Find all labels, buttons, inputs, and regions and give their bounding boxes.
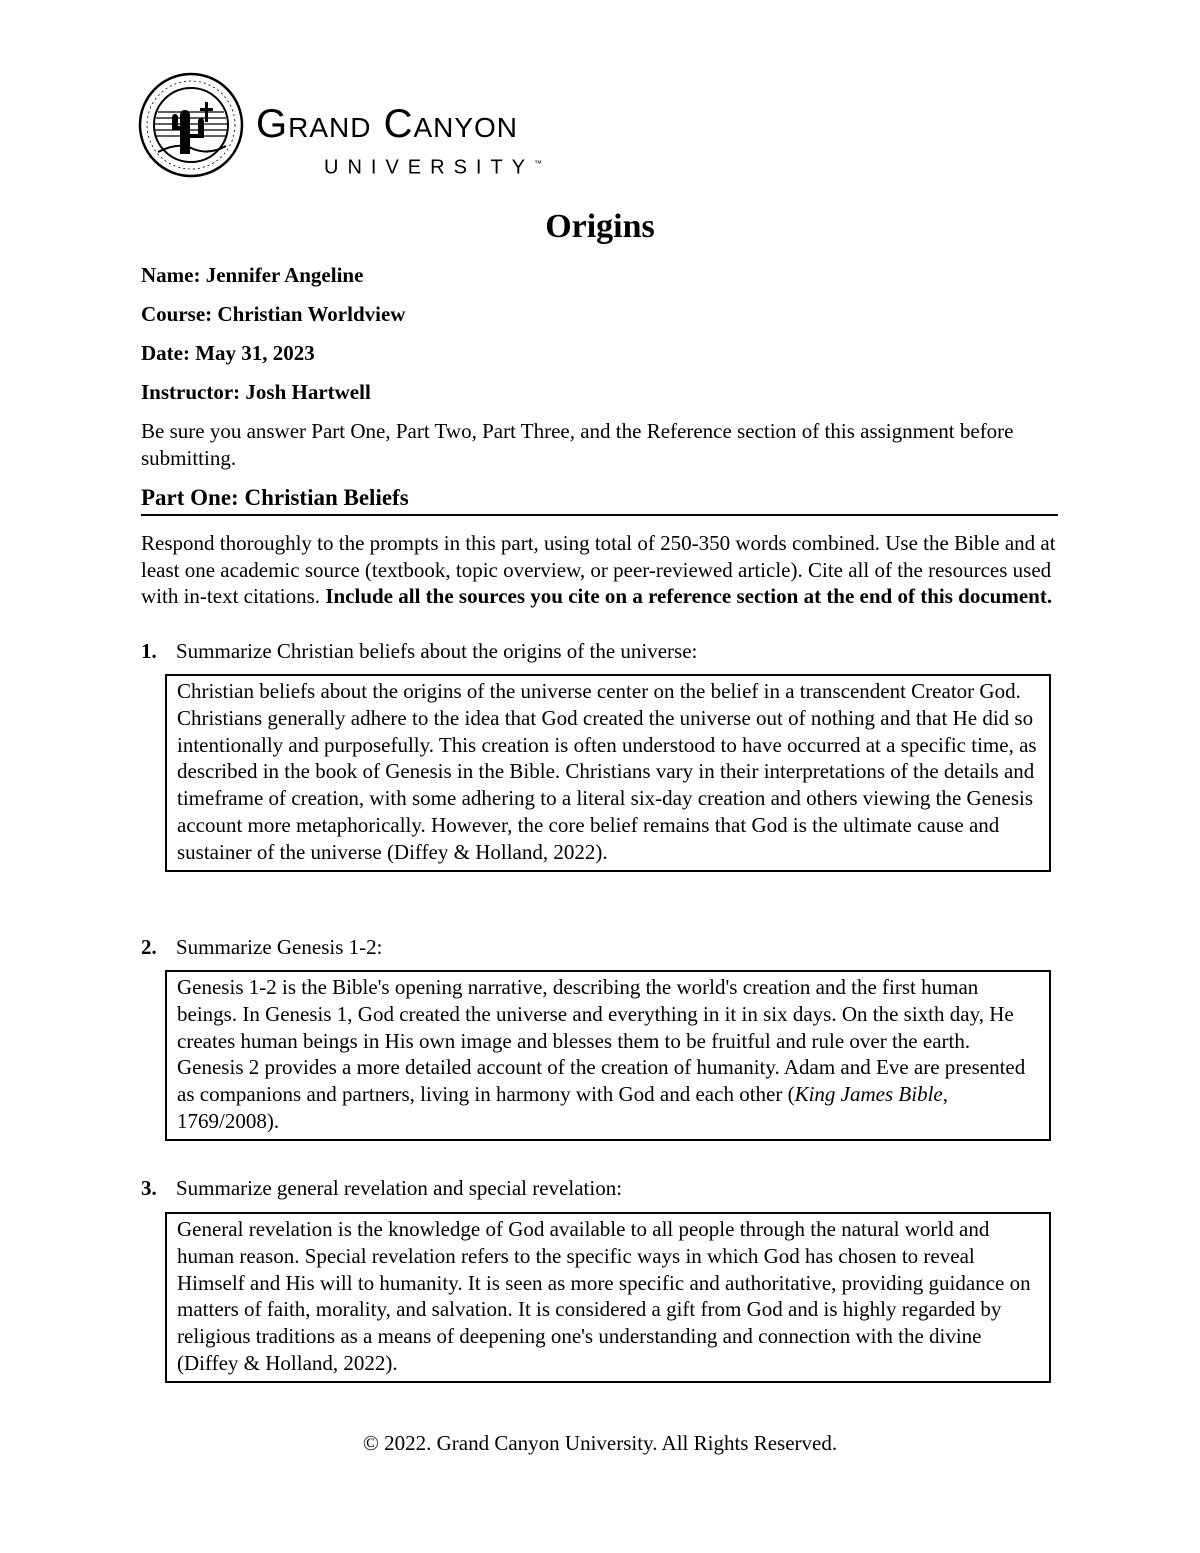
instructor-name: Instructor: Josh Hartwell — [141, 380, 371, 404]
course-name: Course: Christian Worldview — [141, 302, 406, 326]
question-3-prompt: 3. Summarize general revelation and special revelation: — [141, 1176, 623, 1200]
question-number: 3. — [141, 1176, 157, 1200]
question-2-answer-box[interactable]: Genesis 1-2 is the Bible's opening narrative, describing the world's creation and the first human beings. In Genesis 1, God created the universe and everything in it in six days. On the sixth day, He creates human beings in His own image and blesses them to be fruitful and rule over the earth. Genesis 2 provides a more detailed account of the creation of humanity. Adam and Eve are presented as companions and partners, living in harmony with God and each other (King James Bible, 1769/2008). — [165, 970, 1051, 1141]
university-logo — [138, 72, 638, 178]
bible-title-citation: King James Bible — [794, 1082, 943, 1107]
student-name: Name: Jennifer Angeline — [141, 263, 364, 287]
part-one-heading: Part One: Christian Beliefs — [141, 484, 1058, 516]
question-3-answer-box[interactable]: General revelation is the knowledge of God available to all people through the natural world and human reason. Special revelation refers to the specific ways in which God has chosen to reveal Himself and His will to humanity. It is seen as more specific and authoritative, providing guidance on matters of faith, morality, and salvation. It is considered a gift from God and is highly regarded by religious traditions as a means of deepening one's understanding and connection with the divine (Diffey & Holland, 2022). — [165, 1212, 1051, 1383]
part-one-intro: Respond thoroughly to the prompts in this part, using total of 250-350 words combined. Use the Bible and at least one academic source (textbook, topic overview, or peer-reviewed article). Cite all of the resources used with in-text citations. Include all the sources you cite on a reference section at the end of this document. — [141, 531, 1056, 608]
part-one-intro-emphasis: Include all the sources you cite on a reference section at the end of this document. — [325, 584, 1053, 608]
question-1-prompt: 1. Summarize Christian beliefs about the origins of the universe: — [141, 639, 698, 663]
question-number: 2. — [141, 935, 157, 959]
document-title: Origins — [545, 208, 655, 245]
copyright-footer: © 2022. Grand Canyon University. All Rights Reserved. — [362, 1431, 838, 1455]
logo-wordmark-university: UNIVERSITY™ — [324, 156, 543, 179]
logo-wordmark-name: Grand Canyon — [256, 102, 519, 146]
assignment-instructions: Be sure you answer Part One, Part Two, Part Three, and the Reference section of this assignment before submitting. — [141, 419, 1014, 470]
trademark-symbol: ™ — [534, 159, 543, 168]
university-seal-icon — [138, 72, 244, 178]
question-1-answer-box[interactable]: Christian beliefs about the origins of the universe center on the belief in a transcendent Creator God. Christians generally adhere to the idea that God created the universe out of nothing and that He did so intentionally and purposefully. This creation is often understood to have occurred at a specific time, as described in the book of Genesis in the Bible. Christians vary in their interpretations of the details and timeframe of creation, with some adhering to a literal six-day creation and others viewing the Genesis account more metaphorically. However, the core belief remains that God is the ultimate cause and sustainer of the universe (Diffey & Holland, 2022). — [165, 674, 1051, 872]
question-2-prompt: 2. Summarize Genesis 1-2: — [141, 935, 383, 959]
submission-date: Date: May 31, 2023 — [141, 341, 315, 365]
question-number: 1. — [141, 639, 157, 663]
